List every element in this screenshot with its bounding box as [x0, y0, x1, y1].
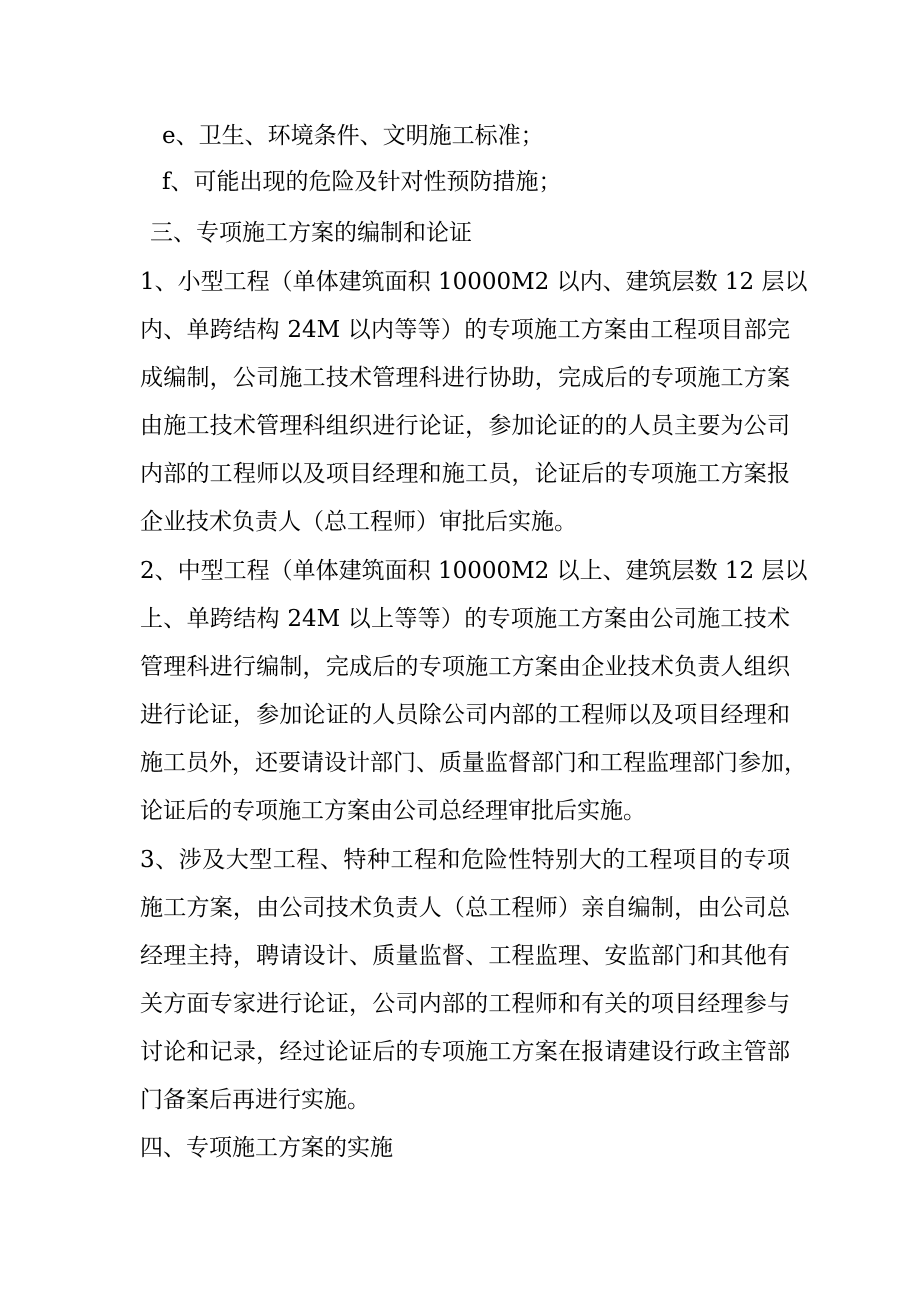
paragraph-2-line-2: 上、单跨结构 24M 以上等等）的专项施工方案由公司施工技术	[140, 606, 790, 632]
paragraph-1-line-6: 企业技术负责人（总工程师）审批后实施。	[140, 509, 577, 535]
paragraph-1-line-5: 内部的工程师以及项目经理和施工员，论证后的专项施工方案报	[140, 461, 790, 487]
section-heading-4: 四、专项施工方案的实施	[140, 1135, 393, 1161]
section-heading-3: 三、专项施工方案的编制和论证	[150, 220, 472, 246]
paragraph-2-line-6: 论证后的专项施工方案由公司总经理审批后实施。	[140, 798, 646, 824]
paragraph-1-line-4: 由施工技术管理科组织进行论证，参加论证的的人员主要为公司	[140, 413, 790, 439]
paragraph-3-line-1: 3、涉及大型工程、特种工程和危险性特别大的工程项目的专项	[140, 847, 790, 873]
paragraph-2-line-1: 2、中型工程（单体建筑面积 10000M2 以上、建筑层数 12 层以	[140, 558, 808, 584]
paragraph-3-line-2: 施工方案，由公司技术负责人（总工程师）亲自编制，由公司总	[140, 895, 790, 921]
paragraph-1-line-3: 成编制，公司施工技术管理科进行协助，完成后的专项施工方案	[140, 365, 790, 391]
paragraph-1-line-2: 内、单跨结构 24M 以内等等）的专项施工方案由工程项目部完	[140, 317, 790, 343]
paragraph-3-line-3: 经理主持，聘请设计、质量监督、工程监理、安监部门和其他有	[140, 943, 790, 969]
paragraph-3-line-5: 讨论和记录，经过论证后的专项施工方案在报请建设行政主管部	[140, 1039, 790, 1065]
paragraph-3-line-6: 门备案后再进行实施。	[140, 1087, 370, 1113]
list-item-e: e、卫生、环境条件、文明施工标准；	[162, 123, 544, 149]
paragraph-2-line-5: 施工员外，还要请设计部门、质量监督部门和工程监理部门参加，	[140, 750, 807, 776]
paragraph-2-line-3: 管理科进行编制，完成后的专项施工方案由企业技术负责人组织	[140, 654, 790, 680]
list-item-f: f、可能出现的危险及针对性预防措施；	[162, 169, 562, 195]
paragraph-3-line-4: 关方面专家进行论证，公司内部的工程师和有关的项目经理参与	[140, 991, 790, 1017]
paragraph-2-line-4: 进行论证，参加论证的人员除公司内部的工程师以及项目经理和	[140, 702, 790, 728]
paragraph-1-line-1: 1、小型工程（单体建筑面积 10000M2 以内、建筑层数 12 层以	[140, 269, 808, 295]
